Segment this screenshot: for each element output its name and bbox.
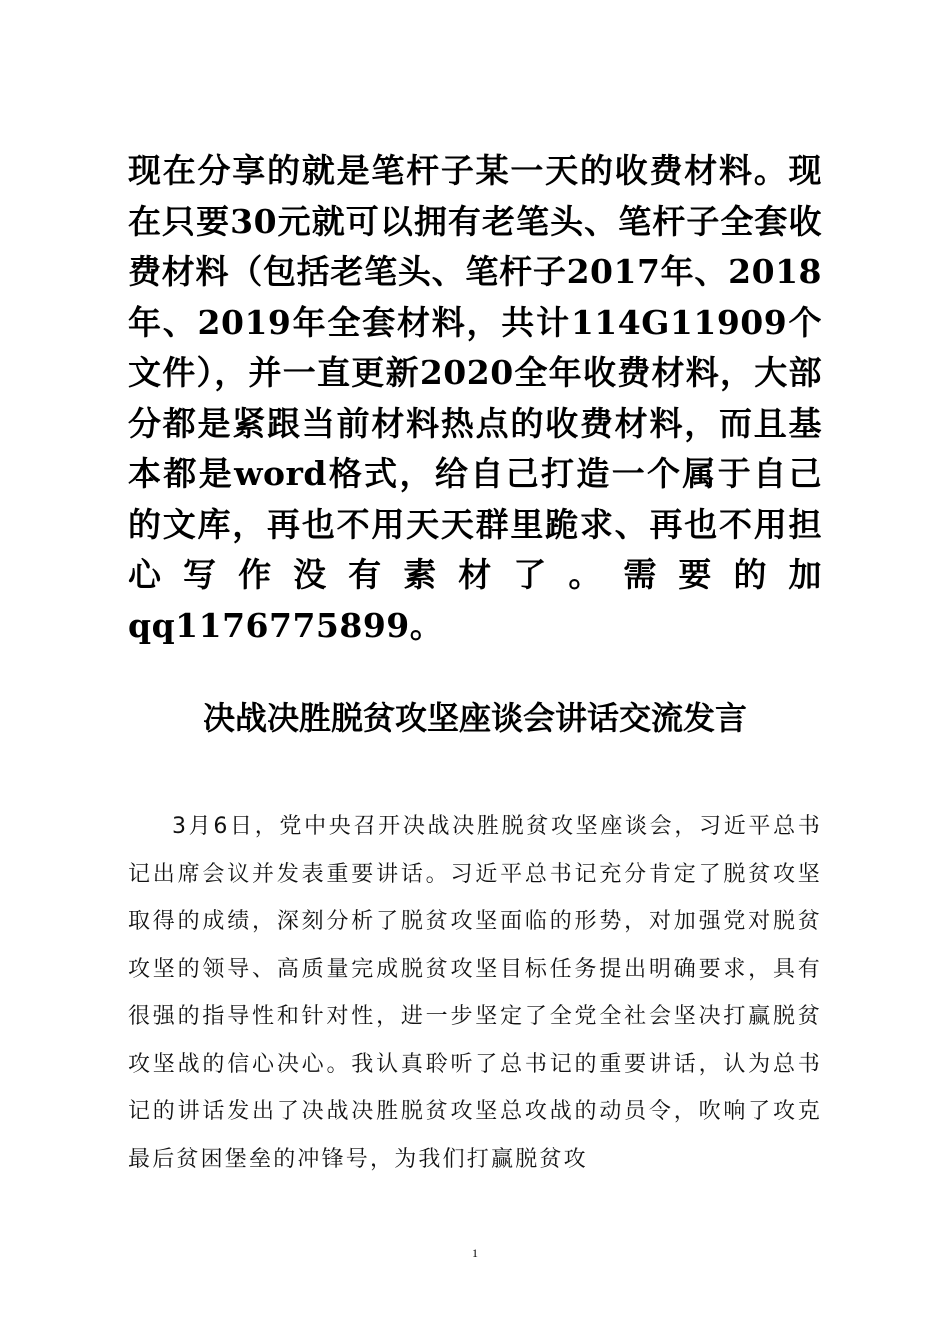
document-title: 决战决胜脱贫攻坚座谈会讲话交流发言: [202, 699, 747, 737]
body-paragraph: 3月6日，党中央召开决战决胜脱贫攻坚座谈会，习近平总书记出席会议并发表重要讲话。习近平总书记充分肯定了脱贫攻坚取得的成绩，深刻分析了脱贫攻坚面临的形势，对加强党对脱贫攻坚的领导、高质量完成脱贫攻坚目标任务提出明确要求，具有很强的指导性和针对性，进一步坚定了全党全社会坚决打赢脱贫攻坚战的信心决心。我认真聆听了总书记的重要讲话，认为总书记的讲话发出了决战决胜脱贫攻坚总攻战的动员令，吹响了攻克最后贫困堡垒的冲锋号，为我们打赢脱贫攻: [128, 814, 822, 1172]
promo-paragraph: 现在分享的就是笔杆子某一天的收费材料。现在只要30元就可以拥有老笔头、笔杆子全套收费材料（包括老笔头、笔杆子2017年、2018年、2019年全套材料，共计114G11909个文件），并一直更新2020全年收费材料，大部分都是紧跟当前材料热点的收费材料，而且基本都是word格式，给自己打造一个属于自己的文库，再也不用天天群里跪求、再也不用担心写作没有素材了。需要的加qq1176775899。: [128, 151, 822, 645]
page-number: 1: [472, 1246, 478, 1260]
